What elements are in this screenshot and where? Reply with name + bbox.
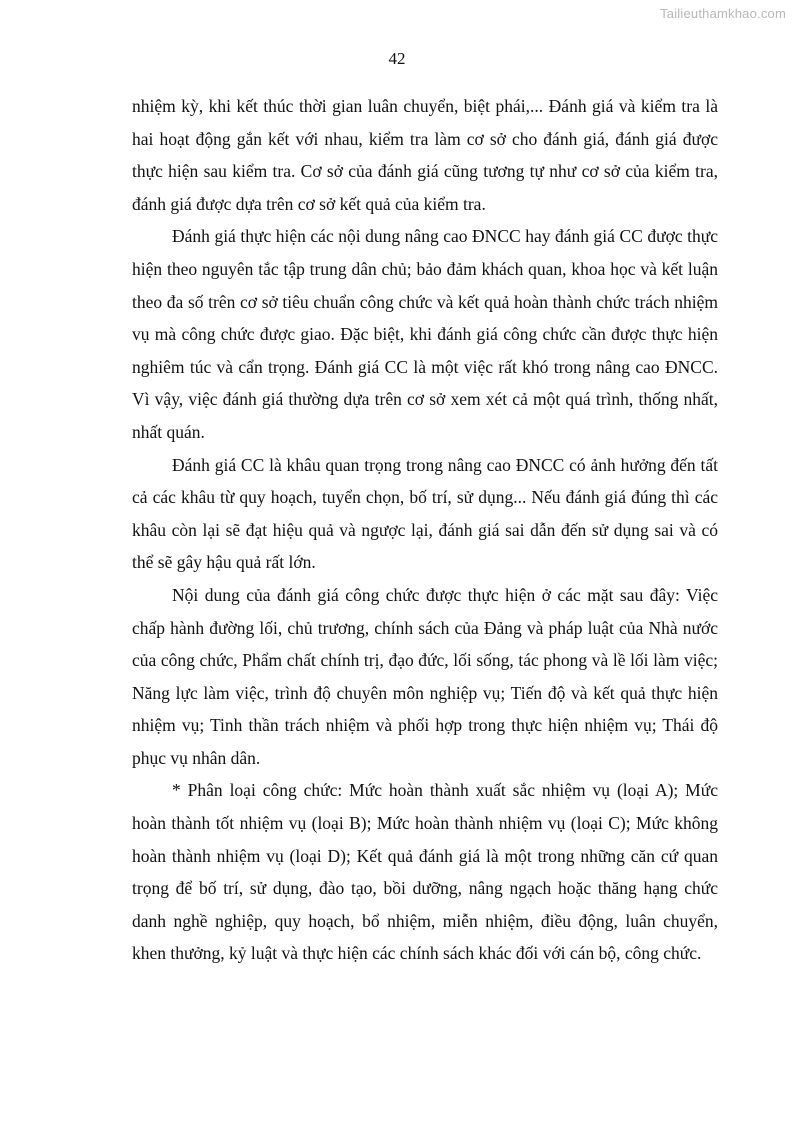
paragraph-evaluation-content: Nội dung của đánh giá công chức được thực hiện ở các mặt sau đây: Việc chấp hành đường lối, chủ trương, chính sách của Đảng và pháp luật của Nhà nước của công chức, Phẩm chất chính trị, đạo đức, lối sống, tác phong và lề lối làm việc; Năng lực làm việc, trình độ chuyên môn nghiệp vụ; Tiến độ và kết quả thực hiện nhiệm vụ; Tinh thần trách nhiệm và phối hợp trong thực hiện nhiệm vụ; Thái độ phục vụ nhân dân.: [132, 584, 718, 768]
watermark: Tailieuthamkhao.com: [660, 6, 786, 21]
paragraph-continuation: nhiệm kỳ, khi kết thúc thời gian luân chuyển, biệt phái,... Đánh giá và kiểm tra là hai hoạt động gắn kết với nhau, kiểm tra làm cơ sở cho đánh giá, đánh giá được thực hiện sau kiểm tra. Cơ sở của đánh giá cũng tương tự như cơ sở của kiểm tra, đánh giá được dựa trên cơ sở kết quả của kiểm tra.: [132, 96, 718, 214]
page-number: 42: [388, 49, 406, 68]
document-body: [132, 90, 718, 970]
paragraph-evaluation-principles: Đánh giá thực hiện các nội dung nâng cao ĐNCC hay đánh giá CC được thực hiện theo nguyên tắc tập trung dân chủ; bảo đảm khách quan, khoa học và kết luận theo đa số trên cơ sở tiêu chuẩn công chức và kết quả hoàn thành chức trách nhiệm vụ mà công chức được giao. Đặc biệt, khi đánh giá công chức cần được thực hiện nghiêm túc và cẩn trọng. Đánh giá CC là một việc rất khó trong nâng cao ĐNCC. Vì vậy, việc đánh giá thường dựa trên cơ sở xem xét cả một quá trình, thống nhất, nhất quán.: [132, 226, 718, 442]
paragraph-evaluation-importance: Đánh giá CC là khâu quan trọng trong nâng cao ĐNCC có ảnh hưởng đến tất cả các khâu từ quy hoạch, tuyển chọn, bố trí, sử dụng... Nếu đánh giá đúng thì các khâu còn lại sẽ đạt hiệu quả và ngược lại, đánh giá sai dẫn đến sử dụng sai và có thể sẽ gây hậu quả rất lớn.: [132, 454, 718, 573]
paragraph-classification: * Phân loại công chức: Mức hoàn thành xuất sắc nhiệm vụ (loại A); Mức hoàn thành tốt nhiệm vụ (loại B); Mức hoàn thành nhiệm vụ (loại C); Mức không hoàn thành nhiệm vụ (loại D); Kết quả đánh giá là một trong những căn cứ quan trọng để bố trí, sử dụng, đào tạo, bồi dưỡng, nâng ngạch hoặc thăng hạng chức danh nghề nghiệp, quy hoạch, bổ nhiệm, miễn nhiệm, điều động, luân chuyển, khen thưởng, kỷ luật và thực hiện các chính sách khác đối với cán bộ, công chức.: [132, 780, 718, 964]
